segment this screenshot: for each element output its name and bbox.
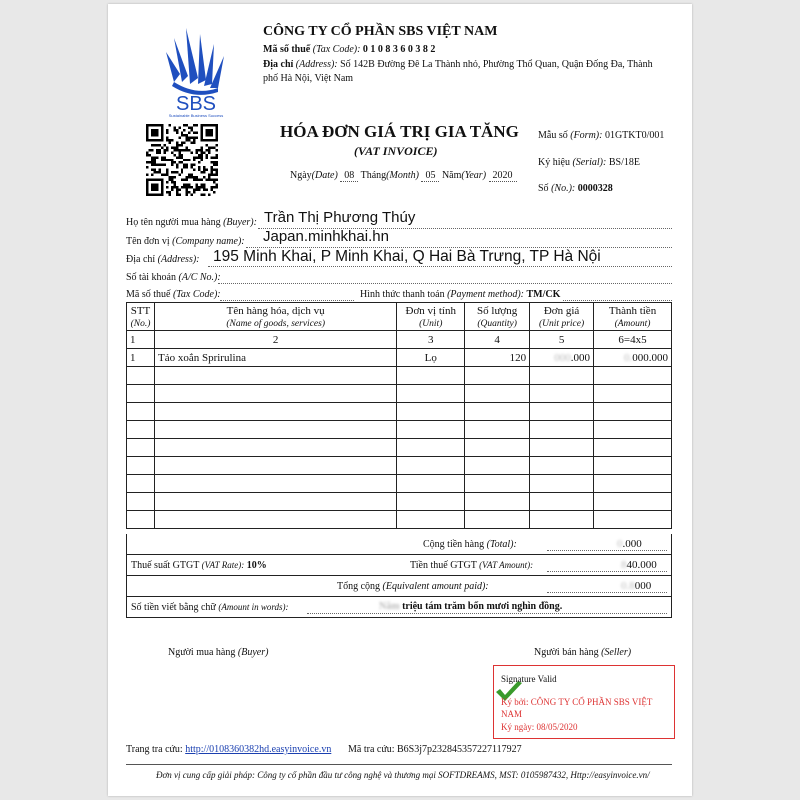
footer-divider <box>126 764 672 765</box>
header-no: STT (No.) <box>127 303 155 331</box>
payment-method-value: TM/CK <box>526 289 561 300</box>
buyer-name-label: Họ tên người mua hàng (Buyer): <box>126 217 257 228</box>
total-row: Cộng tiền hàng (Total): 0.000 <box>126 534 672 555</box>
table-row-empty <box>127 403 672 421</box>
buyer-account-dots <box>218 283 672 284</box>
buyer-address-label: Địa chỉ (Address): <box>126 254 200 265</box>
provider-line: Đơn vị cung cấp giải pháp: Công ty cổ phần đầu tư công nghệ và thương mại SOFTDREAMS, MST: 0105987432, Http://easyinvoice.vn/ <box>156 770 650 780</box>
invoice-day: 08 <box>340 170 358 182</box>
buyer-tax-label: Mã số thuế (Tax Code): <box>126 289 221 300</box>
amount-words-row: Số tiền viết bằng chữ (Amount in words): Năm triệu tám trăm bốn mươi nghìn đồng. <box>126 597 672 618</box>
signed-date: Ký ngày: 08/05/2020 <box>501 722 578 732</box>
table-row-empty <box>127 385 672 403</box>
buyer-tax-dots <box>220 300 354 301</box>
header-unit-price: Đơn giá (Unit price) <box>530 303 594 331</box>
company-address-line1: Địa chỉ (Address): Số 142B Đường Đê La Thành nhỏ, Phường Thổ Quan, Quận Đống Đa, Thành <box>263 59 653 70</box>
signature-valid-text: Signature Valid <box>501 674 557 684</box>
header-name: Tên hàng hóa, dịch vụ (Name of goods, services) <box>154 303 396 331</box>
table-row-empty <box>127 421 672 439</box>
invoice-date: Ngày(Date) 08 Tháng(Month) 05 Năm(Year) 2020 <box>290 170 517 181</box>
total-value: .000 <box>622 538 642 550</box>
sbs-logo <box>160 24 232 118</box>
buyer-address-value: 195 Minh Khai, P Minh Khai, Q Hai Bà Trưng, TP Hà Nội <box>213 248 601 265</box>
company-tax-line: Mã số thuế (Tax Code): 0 1 0 8 3 6 0 3 8 2 <box>263 44 436 55</box>
company-address-line2: phố Hà Nội, Việt Nam <box>263 73 354 84</box>
buyer-signature-label: Người mua hàng (Buyer) <box>168 647 269 658</box>
buyer-name-value: Trần Thị Phương Thúy <box>264 209 416 226</box>
table-row-empty <box>127 367 672 385</box>
invoice-number: Số (No.): 0000328 <box>538 183 613 194</box>
payment-method: Hình thức thanh toán (Payment method): TM/CK <box>360 289 561 300</box>
items-table <box>126 302 672 529</box>
header-unit: Đơn vị tính (Unit) <box>397 303 465 331</box>
invoice-month: 05 <box>421 170 439 182</box>
buyer-company-value: Japan.minhkhai.hn <box>263 228 389 245</box>
table-header-row <box>127 303 672 331</box>
grand-total-value: 000 <box>634 580 652 592</box>
company-name: CÔNG TY CỔ PHẦN SBS VIỆT NAM <box>263 24 498 39</box>
qr-code <box>146 124 218 196</box>
invoice-serial: Ký hiệu (Serial): BS/18E <box>538 157 640 168</box>
table-row-empty <box>127 457 672 475</box>
header-amount: Thành tiền (Amount) <box>594 303 672 331</box>
table-row: 1 Tảo xoắn Sprirulina Lọ 120 000.000 0.000.000 <box>127 349 672 367</box>
logo-text: SBS <box>175 93 217 115</box>
invoice-year: 2020 <box>489 170 517 182</box>
lookup-code: Mã tra cứu: B6S3j7p232845357227117927 <box>348 744 522 755</box>
invoice-title-en: (VAT INVOICE) <box>354 144 438 158</box>
table-row-empty <box>127 439 672 457</box>
vat-amount-value: 40.000 <box>626 559 657 571</box>
amount-words-value: triệu tám trăm bốn mươi nghìn đồng. <box>402 601 563 612</box>
buyer-account-label: Số tài khoản (A/C No.): <box>126 272 221 283</box>
digital-signature-box <box>493 665 675 739</box>
table-row-empty <box>127 493 672 511</box>
vat-row: Thuế suất GTGT (VAT Rate): 10% Tiền thuế GTGT (VAT Amount): 840.000 <box>126 555 672 576</box>
logo-tagline: Sustainable Business Success <box>168 113 224 118</box>
seller-signature-label: Người bán hàng (Seller) <box>534 647 632 658</box>
buyer-address-dots <box>208 266 672 267</box>
grand-total-row: Tổng cộng (Equivalent amount paid): 0.8000 <box>126 576 672 597</box>
vat-rate-value: 10% <box>246 560 267 571</box>
buyer-company-label: Tên đơn vị (Company name): <box>126 236 245 247</box>
signed-by: Ký bởi: CÔNG TY CỔ PHẦN SBS VIỆT NAM <box>501 697 653 719</box>
table-row-empty <box>127 511 672 529</box>
table-row-empty <box>127 475 672 493</box>
invoice-title: HÓA ĐƠN GIÁ TRỊ GIA TĂNG <box>280 122 519 141</box>
lookup-line: Trang tra cứu: http://0108360382hd.easyinvoice.vn <box>126 744 332 755</box>
company-tax-code: 0 1 0 8 3 6 0 3 8 2 <box>362 44 436 55</box>
lookup-link[interactable]: http://0108360382hd.easyinvoice.vn <box>185 744 332 755</box>
header-quantity: Số lượng (Quantity) <box>465 303 530 331</box>
invoice-paper <box>108 4 692 796</box>
payment-dots <box>563 300 672 301</box>
index-row: 1 2 3 4 5 6=4x5 <box>127 331 672 349</box>
invoice-form: Mẫu số (Form): 01GTKT0/001 <box>538 130 665 141</box>
